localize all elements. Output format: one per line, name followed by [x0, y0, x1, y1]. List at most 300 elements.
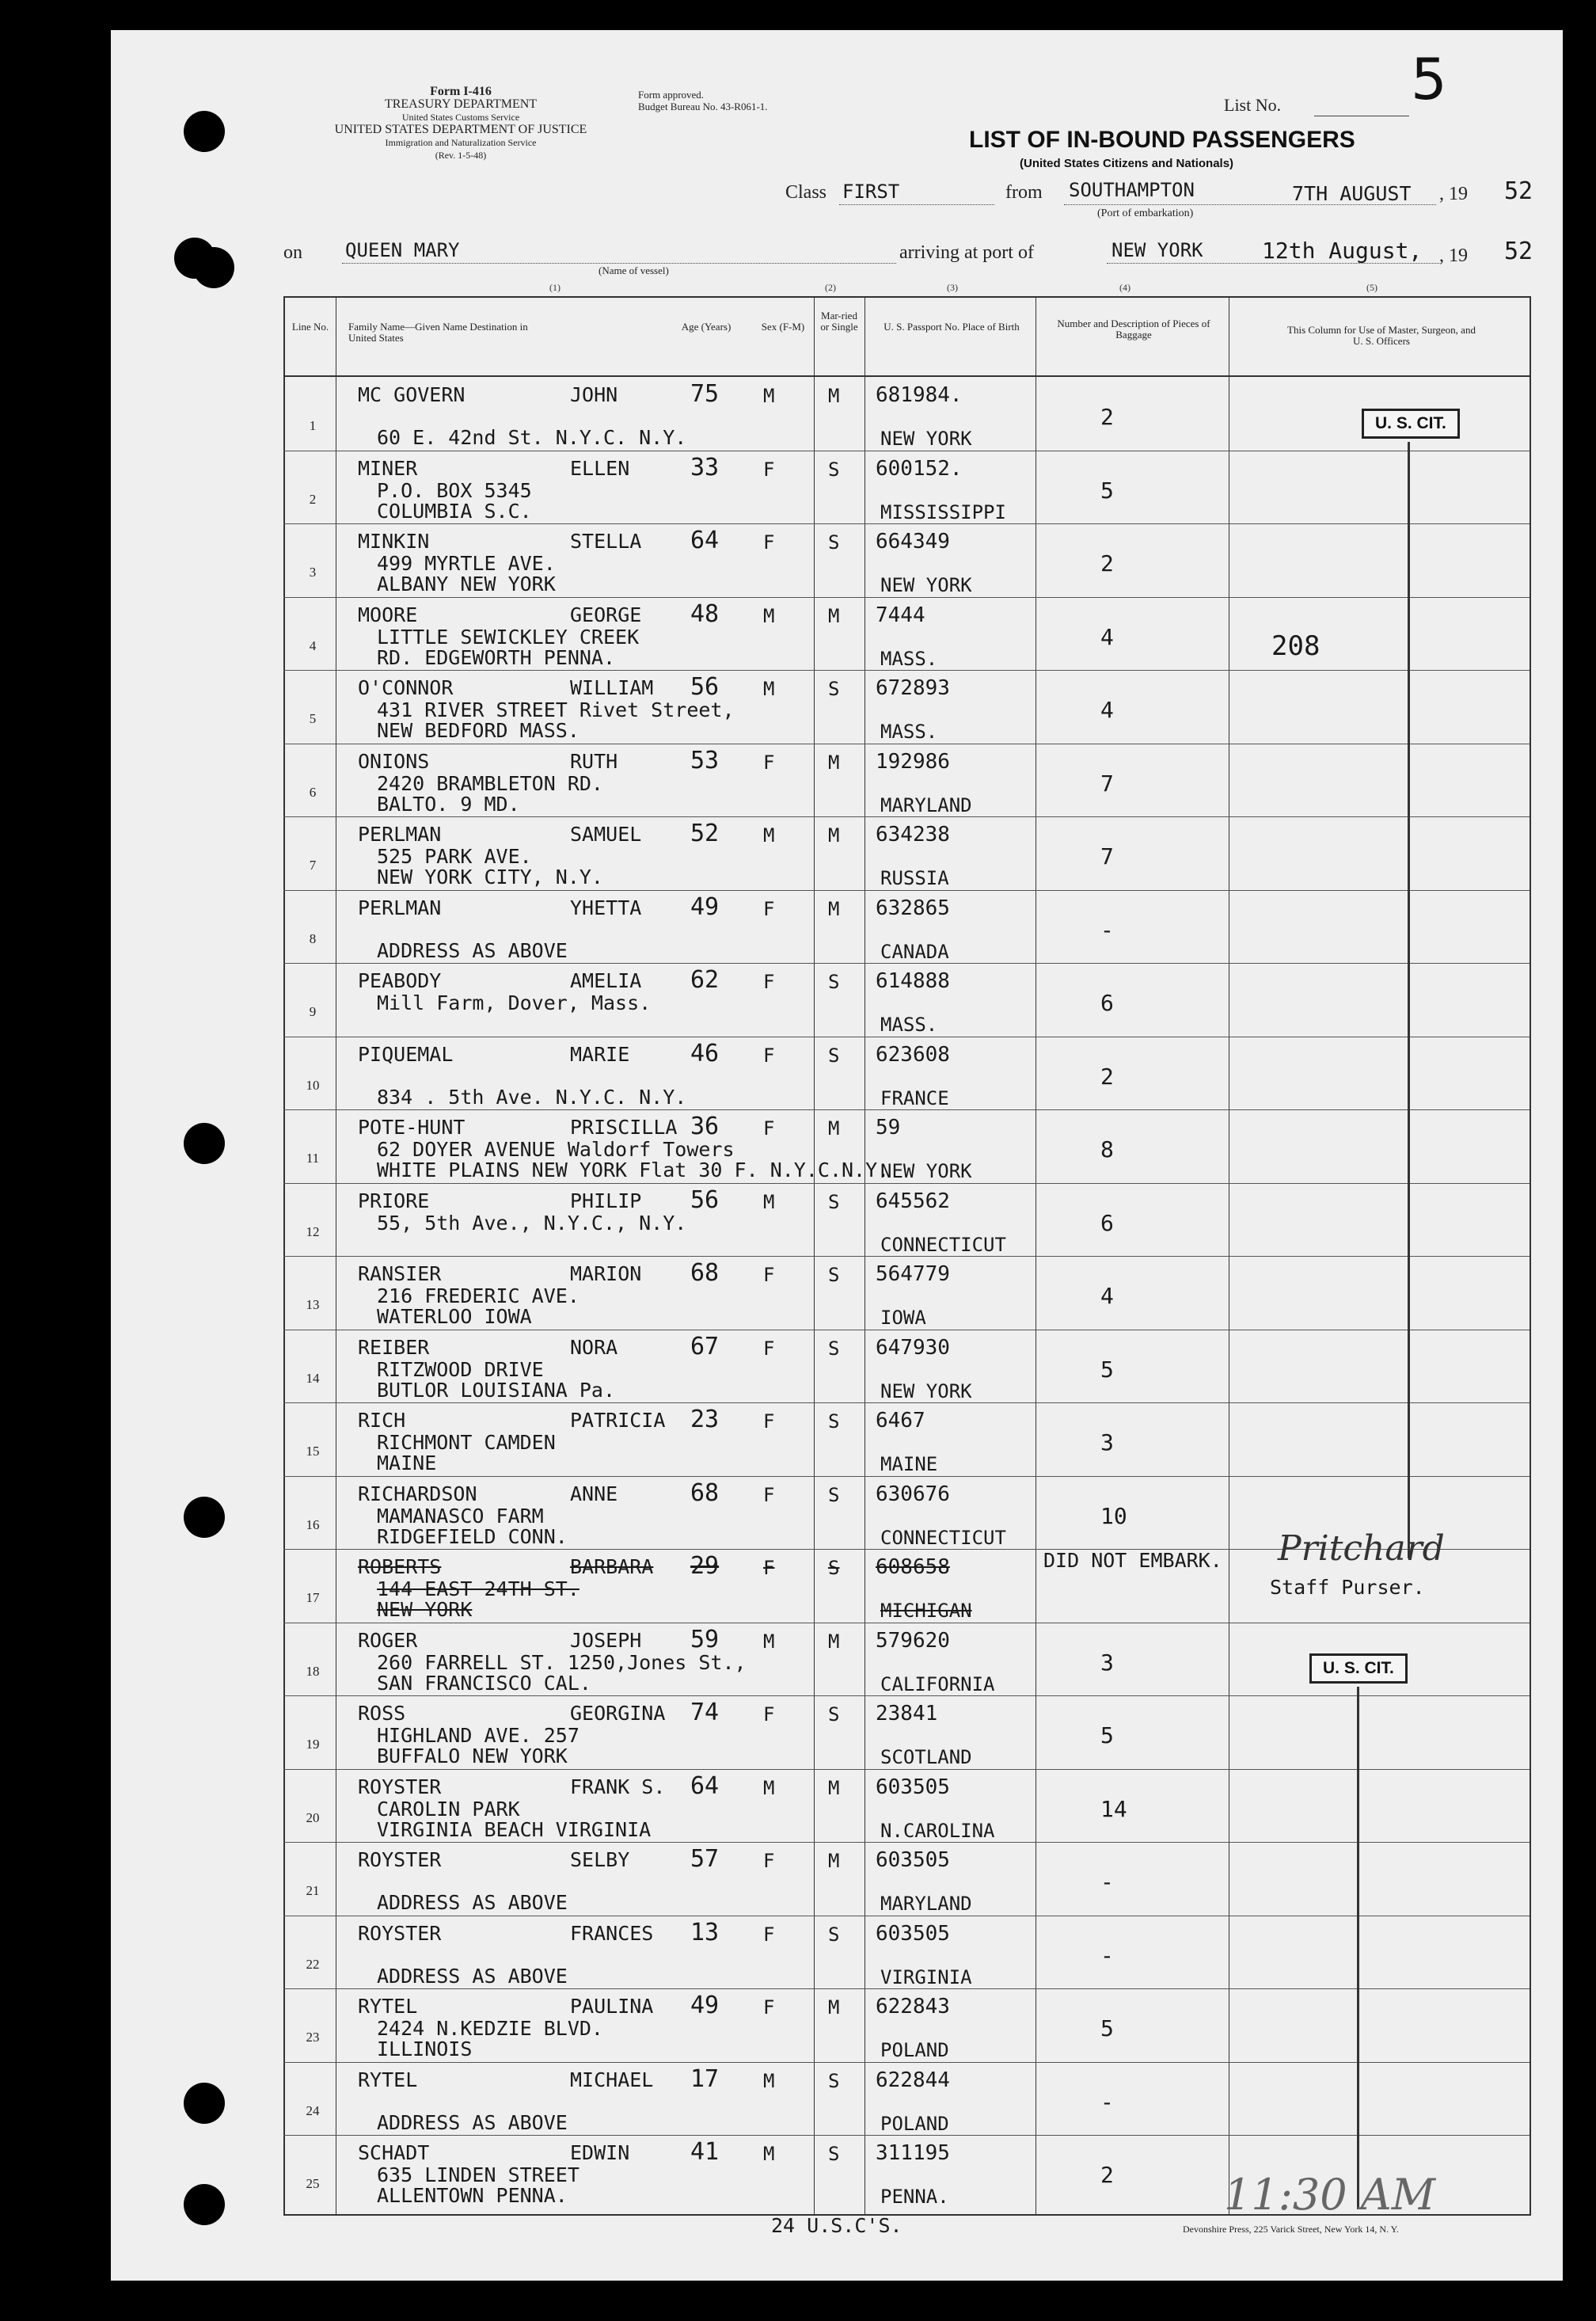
sex: M: [763, 2143, 775, 2165]
address-line-2: RIDGEFIELD CONN.: [377, 1524, 568, 1548]
baggage-count: -: [1100, 2088, 1114, 2115]
passport-number: 7444: [876, 603, 925, 627]
marital-status: S: [828, 678, 840, 700]
address-line-2: BUFFALO NEW YORK: [377, 1745, 568, 1767]
given-name: GEORGE: [570, 603, 642, 626]
address-line-2: WHITE PLAINS NEW YORK Flat 30 F. N.Y.C.N.Y.: [377, 1159, 890, 1181]
address-line-2: COLUMBIA S.C.: [377, 499, 532, 523]
binder-hole: [184, 2184, 225, 2225]
given-name: ELLEN: [570, 456, 630, 480]
passport-number: 603505: [876, 1775, 950, 1799]
age: 56: [690, 673, 720, 701]
address-line-2: MAINE: [377, 1452, 437, 1474]
line-number: 12: [306, 1223, 320, 1239]
budget-info: [638, 89, 768, 112]
passport-number: 192986: [876, 749, 950, 774]
family-name: PERLMAN: [358, 823, 442, 846]
place-of-birth: MASS.: [880, 1014, 938, 1036]
line-number: 2: [309, 491, 317, 507]
revision-date: (Rev. 1-5-48): [435, 150, 487, 161]
given-name: WILLIAM: [570, 676, 654, 699]
given-name: FRANK S.: [570, 1775, 666, 1798]
row-divider: [283, 1402, 1530, 1403]
baggage-count: 6: [1100, 990, 1114, 1016]
place-of-birth: CONNECTICUT: [880, 1526, 1006, 1549]
address-line-1: 144 EAST 24TH ST.: [377, 1577, 580, 1600]
given-name: JOSEPH: [570, 1628, 642, 1652]
marital-status: S: [828, 1703, 840, 1726]
marital-status: M: [828, 824, 840, 847]
sex: F: [763, 1850, 775, 1872]
marital-status: S: [828, 2069, 840, 2092]
passport-number: 672893: [876, 676, 950, 700]
family-name: REIBER: [358, 1335, 430, 1359]
age: 56: [690, 1185, 720, 1214]
line-number: 4: [309, 637, 317, 653]
row-divider: [283, 597, 1530, 598]
class-line: [839, 204, 994, 205]
place-of-birth: NEW YORK: [880, 428, 972, 450]
family-name: MINKIN: [358, 530, 430, 553]
marital-status: M: [828, 1776, 840, 1799]
place-of-birth: VIRGINIA: [880, 1965, 972, 1988]
sex: F: [763, 751, 775, 774]
age: 46: [690, 1039, 720, 1067]
baggage-count: 5: [1100, 2015, 1114, 2041]
family-name: MOORE: [358, 603, 418, 626]
age: 67: [690, 1332, 720, 1360]
baggage-count: -: [1100, 1942, 1114, 1969]
address-line-1: HIGHLAND AVE. 257: [377, 1724, 580, 1747]
purser-signature: Pritchard: [1278, 1528, 1445, 1569]
marital-status: M: [828, 1117, 840, 1140]
address-line-1: LITTLE SEWICKLEY CREEK: [377, 625, 640, 649]
passport-number: 622844: [876, 2068, 950, 2092]
line-number: 25: [306, 2176, 320, 2191]
header-line-no: Line No.: [291, 321, 329, 333]
given-name: PATRICIA: [570, 1409, 666, 1432]
class-value: FIRST: [842, 181, 900, 203]
printer-note: Devonshire Press, 225 Varick Street, New York 14, N. Y.: [1183, 2224, 1399, 2235]
given-name: MARION: [570, 1262, 642, 1285]
age: 23: [690, 1406, 720, 1433]
row-divider: [283, 2135, 1530, 2136]
line-number: 19: [306, 1737, 320, 1752]
row-divider: [283, 523, 1530, 524]
place-of-birth: NEW YORK: [880, 574, 972, 596]
row-divider: [283, 890, 1530, 891]
age: 13: [690, 1918, 720, 1946]
baggage-count: 2: [1100, 1063, 1114, 1090]
marital-status: S: [828, 1264, 840, 1286]
line-number: 13: [306, 1297, 320, 1312]
sex: M: [763, 385, 775, 407]
line-number: 1: [309, 418, 317, 433]
family-name: O'CONNOR: [358, 676, 454, 699]
place-of-birth: MARYLAND: [880, 1893, 972, 1915]
baggage-count: 4: [1100, 697, 1114, 723]
address-line-1: Mill Farm, Dover, Mass.: [377, 991, 652, 1014]
marital-status: S: [828, 1337, 840, 1360]
address-line-2: 834 . 5th Ave. N.Y.C. N.Y.: [377, 1085, 687, 1109]
family-name: ROBERTS: [358, 1555, 442, 1578]
passport-number: 630676: [876, 1482, 950, 1506]
header-age: Age (Years): [681, 321, 732, 333]
address-line-1: 216 FREDERIC AVE.: [377, 1284, 580, 1307]
line-number: 11: [306, 1151, 320, 1166]
family-name: MC GOVERN: [358, 383, 466, 406]
baggage-count: 2: [1100, 404, 1114, 430]
row-divider: [283, 1695, 1530, 1696]
form-header-left: [287, 86, 635, 162]
address-line-2: VIRGINIA BEACH VIRGINIA: [377, 1817, 652, 1841]
given-name: JOHN: [570, 383, 618, 406]
note-208: 208: [1271, 630, 1320, 662]
family-name: RICH: [358, 1409, 406, 1432]
vessel-line: [342, 263, 896, 264]
age: 48: [690, 599, 720, 628]
age: 75: [690, 380, 720, 408]
family-name: RANSIER: [358, 1262, 442, 1285]
sex: F: [763, 971, 775, 993]
passport-number: 622843: [876, 1995, 950, 2019]
address-line-2: ADDRESS AS ABOVE: [377, 1891, 568, 1914]
row-divider: [283, 670, 1530, 671]
year-value: 52: [1504, 177, 1533, 205]
page-number: 5: [1411, 46, 1447, 112]
address-line-1: MAMANASCO FARM: [377, 1504, 544, 1528]
place-of-birth: MASS.: [880, 721, 938, 743]
col-num-2: (2): [825, 282, 836, 293]
baggage-count: -: [1100, 1869, 1114, 1895]
line-number: 15: [306, 1444, 320, 1459]
address-line-2: BUTLOR LOUISIANA Pa.: [377, 1378, 616, 1402]
family-name: PEABODY: [358, 969, 442, 992]
col-divider: [814, 296, 815, 2214]
family-name: PRIORE: [358, 1189, 430, 1212]
marital-status: M: [828, 604, 840, 627]
passport-number: 634238: [876, 823, 950, 847]
binder-hole: [184, 1497, 225, 1538]
place-of-birth: CONNECTICUT: [880, 1233, 1006, 1256]
row-divider: [283, 1842, 1530, 1843]
place-of-birth: CALIFORNIA: [880, 1672, 995, 1695]
sex: F: [763, 1117, 775, 1140]
col-num-1: (1): [549, 282, 560, 293]
passport-number: 23841: [876, 1702, 938, 1726]
given-name: RUTH: [570, 749, 618, 773]
sex: M: [763, 1776, 775, 1799]
marital-status: M: [828, 897, 840, 920]
marital-status: S: [828, 1410, 840, 1433]
row-divider: [283, 963, 1530, 964]
row-divider: [283, 816, 1530, 817]
header-baggage: Number and Description of Pieces of Baggage: [1057, 318, 1210, 341]
baggage-count: 14: [1100, 1795, 1127, 1822]
address-line-2: ADDRESS AS ABOVE: [377, 2110, 568, 2134]
address-line-1: 431 RIVER STREET Rivet Street,: [377, 698, 735, 721]
marital-status: M: [828, 1630, 840, 1653]
place-of-birth: POLAND: [880, 2112, 949, 2135]
family-name: ROYSTER: [358, 1921, 442, 1945]
row-divider: [283, 1988, 1530, 1989]
passport-number: 600152.: [876, 456, 963, 481]
address-line-1: RICHMONT CAMDEN: [377, 1431, 556, 1454]
year-prefix: , 19: [1439, 184, 1468, 204]
place-of-birth: MISSISSIPPI: [880, 500, 1006, 523]
given-name: NORA: [570, 1335, 618, 1359]
passport-number: 311195: [876, 2141, 950, 2165]
stamp-bracket-line-2: [1357, 1687, 1359, 2209]
family-name: ONIONS: [358, 749, 430, 773]
family-name: ROYSTER: [358, 1848, 442, 1871]
given-name: PRISCILLA: [570, 1116, 678, 1139]
given-name: STELLA: [570, 530, 642, 553]
sex: F: [763, 1923, 775, 1946]
marital-status: S: [828, 1557, 840, 1579]
class-label: Class: [785, 182, 827, 203]
passport-number: 632865: [876, 896, 950, 920]
on-label: on: [283, 242, 302, 263]
marital-status: S: [828, 1923, 840, 1946]
form-title: LIST OF IN-BOUND PASSENGERS: [969, 127, 1355, 153]
line-number: 20: [306, 1809, 320, 1825]
sex: M: [763, 604, 775, 627]
address-line-2: ALBANY NEW YORK: [377, 573, 556, 595]
vessel-name: QUEEN MARY: [345, 239, 460, 261]
port-line: [1107, 263, 1439, 264]
vessel-note: (Name of vessel): [598, 264, 669, 276]
passport-number: 579620: [876, 1628, 950, 1653]
family-name: POTE-HUNT: [358, 1116, 466, 1139]
sex: F: [763, 1703, 775, 1726]
age: 59: [690, 1625, 720, 1653]
citizen-count: 24 U.S.C'S.: [771, 2214, 902, 2237]
family-name: PIQUEMAL: [358, 1042, 454, 1066]
address-line-2: ILLINOIS: [377, 2038, 473, 2060]
marital-status: S: [828, 458, 840, 481]
age: 33: [690, 453, 720, 481]
row-divider: [283, 1183, 1530, 1184]
baggage-count: 6: [1100, 1209, 1114, 1236]
marital-status: S: [828, 1190, 840, 1213]
address-line-1: RITZWOOD DRIVE: [377, 1357, 544, 1381]
address-line-1: 62 DOYER AVENUE Waldorf Towers: [377, 1138, 735, 1161]
family-name: ROYSTER: [358, 1775, 442, 1798]
age: 41: [690, 2138, 720, 2166]
marital-status: M: [828, 1996, 840, 2019]
line-number: 5: [309, 711, 317, 726]
given-name: PHILIP: [570, 1189, 642, 1212]
address-line-2: NEW YORK: [377, 1598, 473, 1621]
header-sex: Sex (F-M): [761, 321, 805, 333]
passport-number: 603505: [876, 1848, 950, 1872]
address-line-2: BALTO. 9 MD.: [377, 792, 520, 816]
sex: F: [763, 531, 775, 554]
col-num-3: (3): [947, 282, 958, 293]
sex: M: [763, 1190, 775, 1213]
passport-number: 645562: [876, 1189, 950, 1213]
passport-number: 59: [876, 1116, 901, 1140]
header-name: Family Name—Given Name Destination in United States: [348, 321, 528, 344]
place-of-birth: MAINE: [880, 1453, 938, 1475]
line-number: 17: [306, 1590, 320, 1605]
col-divider: [864, 296, 865, 2214]
from-label: from: [1005, 182, 1043, 203]
passport-number: 623608: [876, 1042, 950, 1067]
passport-number: 681984.: [876, 383, 963, 407]
passport-number: 608658: [876, 1555, 950, 1579]
sex: F: [763, 1483, 775, 1506]
marital-status: M: [828, 751, 840, 774]
baggage-count: 5: [1100, 477, 1114, 504]
family-name: PERLMAN: [358, 896, 442, 919]
place-of-birth: PENNA.: [880, 2186, 949, 2208]
address-line-2: NEW YORK CITY, N.Y.: [377, 866, 603, 888]
line-number: 18: [306, 1663, 320, 1679]
address-line-1: 55, 5th Ave., N.Y.C., N.Y.: [377, 1211, 687, 1235]
binder-hole: [193, 247, 234, 288]
time-note: 11:30 AM: [1224, 2170, 1436, 2220]
baggage-count: 7: [1100, 843, 1114, 869]
address-line-2: 60 E. 42nd St. N.Y.C. N.Y.: [377, 426, 687, 449]
line-number: 9: [309, 1004, 317, 1019]
us-citizen-stamp: U. S. CIT.: [1362, 409, 1460, 439]
line-number: 6: [309, 784, 317, 800]
baggage-count: 2: [1100, 2162, 1114, 2188]
marital-status: S: [828, 2143, 840, 2165]
header-passport: U. S. Passport No. Place of Birth: [884, 321, 1020, 333]
place-of-birth: MASS.: [880, 647, 938, 670]
family-name: RYTEL: [358, 1995, 418, 2018]
justice-dept: UNITED STATES DEPARTMENT OF JUSTICE: [334, 123, 587, 136]
age: 68: [690, 1259, 720, 1287]
from-value: SOUTHAMPTON: [1069, 179, 1195, 201]
place-of-birth: CANADA: [880, 940, 949, 963]
age: 29: [690, 1552, 720, 1580]
age: 53: [690, 746, 720, 774]
marital-status: S: [828, 1044, 840, 1067]
given-name: ANNE: [570, 1482, 618, 1505]
from-line: [1064, 204, 1436, 205]
given-name: SAMUEL: [570, 823, 642, 846]
line-number: 7: [309, 858, 317, 873]
place-of-birth: NEW YORK: [880, 1379, 972, 1402]
sex: F: [763, 1557, 775, 1579]
form-number: Form I-416: [430, 85, 492, 98]
passport-number: 603505: [876, 1921, 950, 1946]
place-of-birth: MARYLAND: [880, 793, 972, 816]
sex: F: [763, 1337, 775, 1360]
place-of-birth: IOWA: [880, 1307, 926, 1329]
place-of-birth: RUSSIA: [880, 867, 949, 889]
did-not-embark-note: DID NOT EMBARK.: [1043, 1549, 1222, 1572]
passport-number: 664349: [876, 530, 950, 554]
immigration-service: Immigration and Naturalization Service: [385, 137, 537, 148]
age: 57: [690, 1845, 720, 1873]
budget-bureau: Budget Bureau No. 43-R061-1.: [638, 101, 768, 112]
age: 74: [690, 1699, 720, 1726]
form-subtitle: (United States Citizens and Nationals): [1020, 157, 1234, 170]
us-citizen-stamp-2: U. S. CIT.: [1309, 1653, 1408, 1684]
given-name: EDWIN: [570, 2141, 630, 2164]
baggage-count: 4: [1100, 1283, 1114, 1309]
binder-hole: [184, 111, 225, 152]
row-divider: [283, 1109, 1530, 1110]
sex: F: [763, 1410, 775, 1433]
address-line-2: SAN FRANCISCO CAL.: [377, 1671, 591, 1695]
sex: F: [763, 458, 775, 481]
place-of-birth: NEW YORK: [880, 1160, 972, 1182]
family-name: ROGER: [358, 1628, 418, 1652]
address-line-1: 635 LINDEN STREET: [377, 2163, 580, 2186]
header-divider: [283, 375, 1530, 377]
sex: M: [763, 678, 775, 700]
address-line-1: 525 PARK AVE.: [377, 845, 532, 868]
place-of-birth: FRANCE: [880, 1086, 949, 1109]
baggage-count: 5: [1100, 1722, 1114, 1748]
given-name: MICHAEL: [570, 2068, 654, 2091]
age: 68: [690, 1478, 720, 1507]
binder-hole: [184, 2083, 225, 2124]
address-line-1: 2424 N.KEDZIE BLVD.: [377, 2017, 603, 2040]
line-number: 14: [306, 1370, 320, 1386]
given-name: AMELIA: [570, 969, 642, 992]
header-married: Mar-ried or Single: [820, 310, 858, 333]
address-line-2: ADDRESS AS ABOVE: [377, 938, 568, 962]
place-of-birth: N.CAROLINA: [880, 1819, 995, 1842]
baggage-count: 5: [1100, 1356, 1114, 1383]
address-line-1: 260 FARRELL ST. 1250,Jones St.,: [377, 1650, 747, 1674]
address-line-2: WATERLOO IOWA: [377, 1305, 532, 1328]
baggage-count: 7: [1100, 770, 1114, 797]
marital-status: S: [828, 971, 840, 993]
given-name: YHETTA: [570, 896, 642, 919]
age: 64: [690, 527, 720, 554]
address-line-1: 2420 BRAMBLETON RD.: [377, 771, 603, 795]
baggage-count: 8: [1100, 1136, 1114, 1162]
address-line-2: ADDRESS AS ABOVE: [377, 1964, 568, 1988]
arrival-port: NEW YORK: [1112, 239, 1203, 261]
header-officers: This Column for Use of Master, Surgeon, and U. S. Officers: [1287, 324, 1476, 347]
address-line-1: 499 MYRTLE AVE.: [377, 552, 556, 575]
year-prefix-2: , 19: [1439, 245, 1468, 266]
arrival-date: 12th August,: [1262, 238, 1423, 264]
marital-status: S: [828, 531, 840, 554]
address-line-2: NEW BEDFORD MASS.: [377, 719, 580, 742]
given-name: BARBARA: [570, 1555, 654, 1578]
year-value-2: 52: [1504, 238, 1533, 265]
form-approved: Form approved.: [638, 89, 705, 101]
line-number: 3: [309, 565, 317, 580]
address-line-1: CAROLIN PARK: [377, 1797, 520, 1821]
baggage-count: 3: [1100, 1429, 1114, 1455]
binder-hole: [184, 1123, 225, 1164]
marital-status: M: [828, 1850, 840, 1872]
staff-purser-label: Staff Purser.: [1270, 1576, 1425, 1599]
line-number: 23: [306, 2030, 320, 2045]
family-name: MINER: [358, 456, 418, 480]
row-divider: [283, 1476, 1530, 1477]
place-of-birth: POLAND: [880, 2039, 949, 2061]
embarkation-note: (Port of embarkation): [1097, 207, 1194, 219]
baggage-count: 10: [1100, 1502, 1127, 1529]
marital-status: S: [828, 1483, 840, 1506]
customs-service: United States Customs Service: [401, 112, 520, 123]
stamp-bracket-line: [1408, 442, 1410, 1558]
age: 49: [690, 892, 720, 921]
baggage-count: 2: [1100, 550, 1114, 576]
